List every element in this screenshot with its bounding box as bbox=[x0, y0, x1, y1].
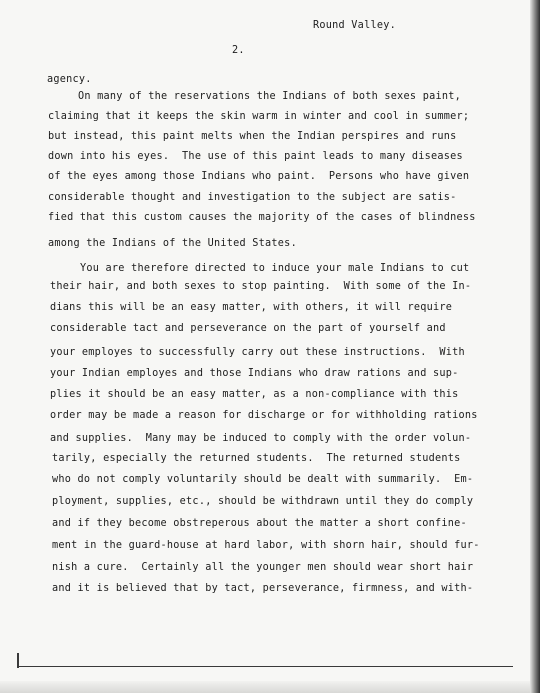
body-line-2: On many of the reservations the Indians of both sexes paint, bbox=[78, 91, 462, 102]
body-line-25: and it is believed that by tact, perseverance, firmness, and with- bbox=[52, 583, 474, 594]
body-line-17: order may be made a reason for discharge or for withholding rations bbox=[50, 410, 478, 421]
body-line-12: dians this will be an easy matter, with others, it will require bbox=[50, 302, 453, 313]
body-line-16: plies it should be an easy matter, as a non-compliance with this bbox=[50, 389, 459, 400]
page-number: 2. bbox=[232, 45, 245, 56]
body-line-22: and if they become obstreperous about the matter a short confine- bbox=[52, 518, 467, 529]
scan-bottom-edge bbox=[0, 681, 540, 693]
body-line-20: who do not comply voluntarily should be dealt with summarily. Em- bbox=[52, 474, 474, 485]
body-line-6: of the eyes among those Indians who paint. Persons who have given bbox=[48, 171, 470, 182]
page-bottom-rule bbox=[18, 666, 513, 667]
body-line-18: and supplies. Many may be induced to comply with the order volun- bbox=[50, 433, 472, 444]
body-line-13: considerable tact and perseverance on the part of yourself and bbox=[50, 323, 446, 334]
body-line-8: fied that this custom causes the majority of the cases of blindness bbox=[48, 212, 476, 223]
body-line-14: your employes to successfully carry out these instructions. With bbox=[50, 347, 465, 358]
body-line-3: claiming that it keeps the skin warm in winter and cool in summer; bbox=[48, 111, 470, 122]
body-line-7: considerable thought and investigation to the subject are satis- bbox=[48, 192, 457, 203]
body-line-11: their hair, and both sexes to stop painting. With some of the In- bbox=[50, 281, 472, 292]
body-line-24: nish a cure. Certainly all the younger men should wear short hair bbox=[52, 562, 474, 573]
header-location: Round Valley. bbox=[313, 20, 396, 31]
body-line-23: ment in the guard-house at hard labor, with shorn hair, should fur- bbox=[52, 540, 480, 551]
body-line-21: ployment, supplies, etc., should be withdrawn until they do comply bbox=[52, 496, 474, 507]
body-line-19: tarily, especially the returned students. The returned students bbox=[52, 453, 461, 464]
body-line-15: your Indian employes and those Indians who draw rations and sup- bbox=[50, 368, 459, 379]
body-line-4: but instead, this paint melts when the Indian perspires and runs bbox=[48, 131, 457, 142]
body-line-5: down into his eyes. The use of this paint leads to many diseases bbox=[48, 151, 463, 162]
body-line-9: among the Indians of the United States. bbox=[48, 238, 297, 249]
body-line-10: You are therefore directed to induce your male Indians to cut bbox=[80, 263, 470, 274]
scan-right-edge bbox=[530, 0, 540, 693]
body-line-1: agency. bbox=[47, 74, 92, 85]
